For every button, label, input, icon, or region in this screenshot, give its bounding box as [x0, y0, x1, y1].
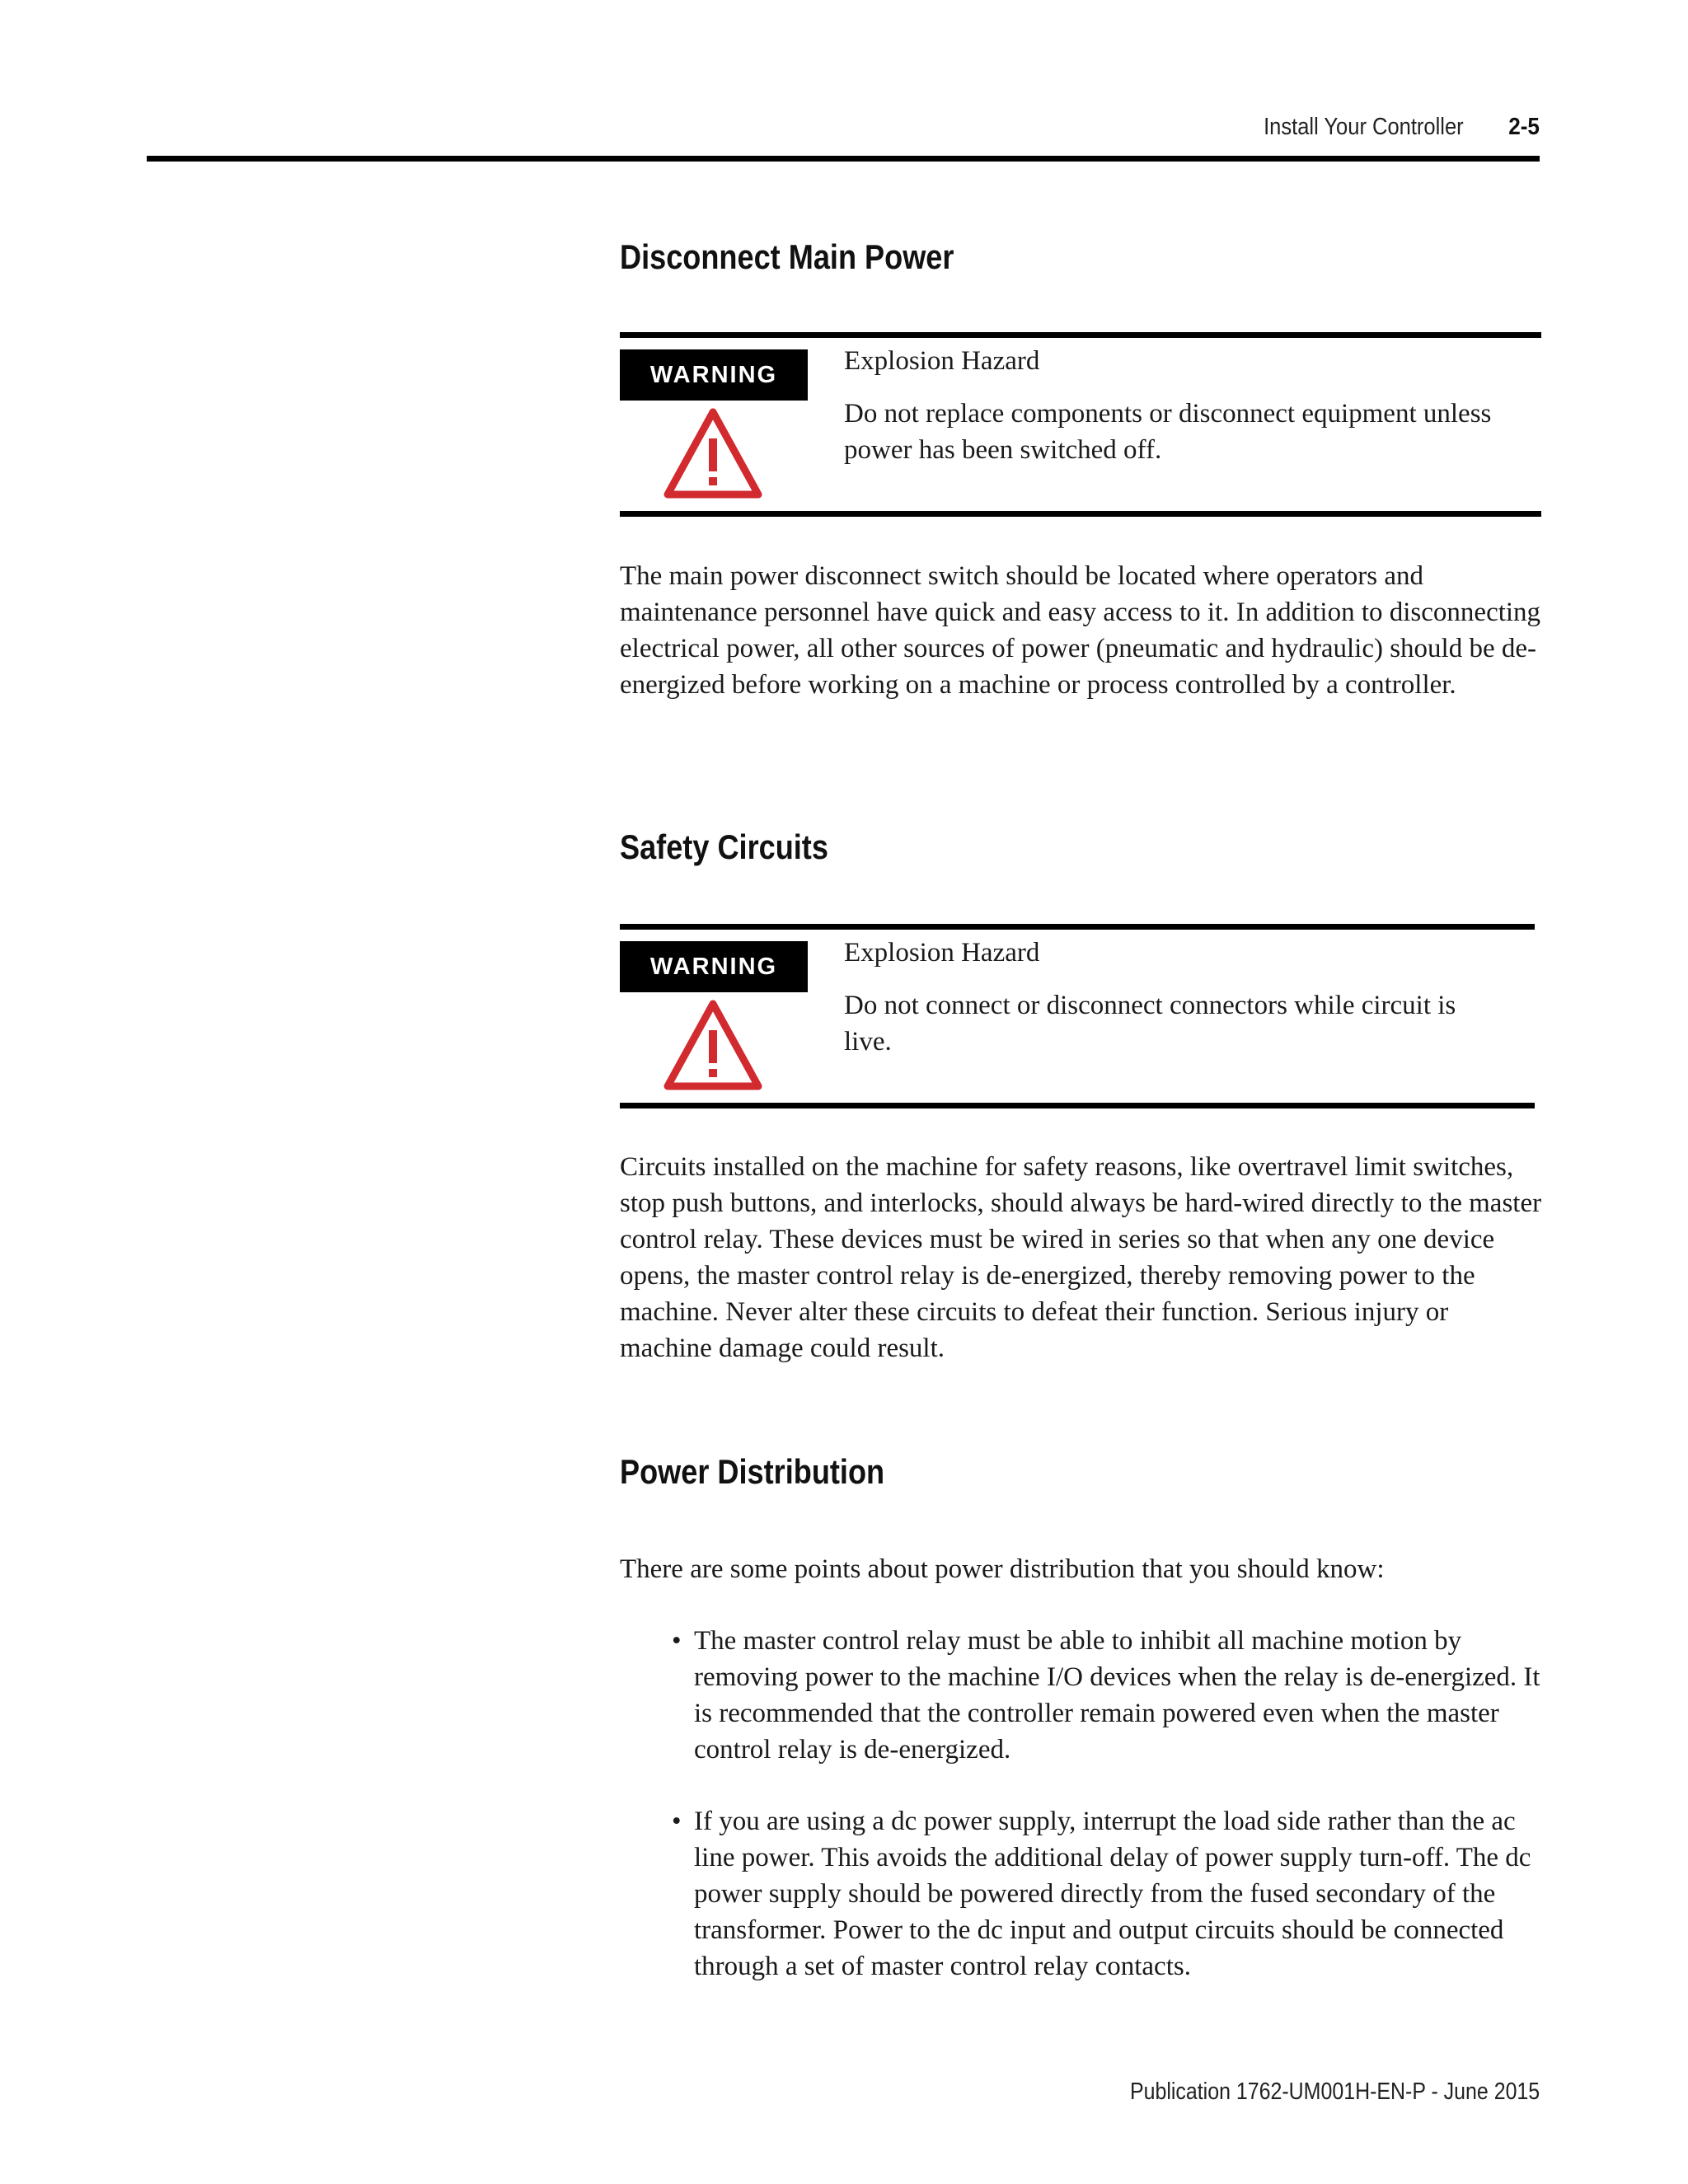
warning-box-explosion-hazard	[620, 332, 1541, 517]
warning-box-explosion-hazard	[620, 924, 1535, 1108]
page-footer-publication: Publication 1762-UM001H-EN-P - June 2015	[1129, 2079, 1540, 2105]
warning-title: Explosion Hazard	[844, 346, 1040, 376]
page-header	[147, 105, 1540, 163]
warning-label: WARNING	[620, 349, 808, 401]
section-title-disconnect-main-power: Disconnect Main Power	[620, 237, 954, 276]
header-section-title: Install Your Controller	[1264, 114, 1464, 140]
list-item	[620, 1623, 1543, 1768]
warning-triangle-icon	[663, 407, 763, 499]
warning-body: Do not replace components or disconnect equipment unless power has been switched off.	[844, 399, 1492, 465]
paragraph-power-distribution-intro: There are some points about power distribution that you should know:	[620, 1554, 1385, 1584]
paragraph-safety-circuits: Circuits installed on the machine for safety reasons, like overtravel limit switches, stop push buttons, and interlocks, should always be hard-wired directly to the master control relay. These devices must be wired in series so that when any one device opens, the master control relay is de-energized, thereby removing power to the machine. Never alter these circuits to defeat their function. Serious injury or machine damage could result.	[620, 1152, 1542, 1363]
list-item	[620, 1803, 1543, 1985]
list-item-text: The master control relay must be able to inhibit all machine motion by removing power to the machine I/O devices when the relay is de-energized. It is recommended that the controller remain powered even when the master control relay is de-energized.	[694, 1626, 1540, 1765]
list-item-text: If you are using a dc power supply, interrupt the load side rather than the ac line power. This avoids the additional delay of power supply turn-off. The dc power supply should be powered directly from the fused secondary of the transformer. Power to the dc input and output circuits should be connected through a set of master control relay contacts.	[694, 1807, 1531, 1981]
warning-label: WARNING	[620, 941, 808, 992]
section-title-safety-circuits: Safety Circuits	[620, 827, 828, 866]
warning-title: Explosion Hazard	[844, 938, 1040, 968]
bullet-dot-icon: •	[672, 1807, 682, 1836]
paragraph-main-power: The main power disconnect switch should be located where operators and maintenance personnel have quick and easy access to it. In addition to disconnecting electrical power, all other sources of power (pneumatic and hydraulic) should be de-energized before working on a machine or process controlled by a controller.	[620, 561, 1541, 700]
header-rule	[147, 156, 1540, 162]
header-page-number: 2-5	[1508, 114, 1540, 140]
bullet-dot-icon: •	[672, 1626, 682, 1656]
warning-body: Do not connect or disconnect connectors while circuit is live.	[844, 991, 1456, 1057]
power-distribution-bullet-list	[620, 1623, 1543, 2020]
section-title-power-distribution: Power Distribution	[620, 1452, 885, 1491]
warning-triangle-icon	[663, 999, 763, 1091]
